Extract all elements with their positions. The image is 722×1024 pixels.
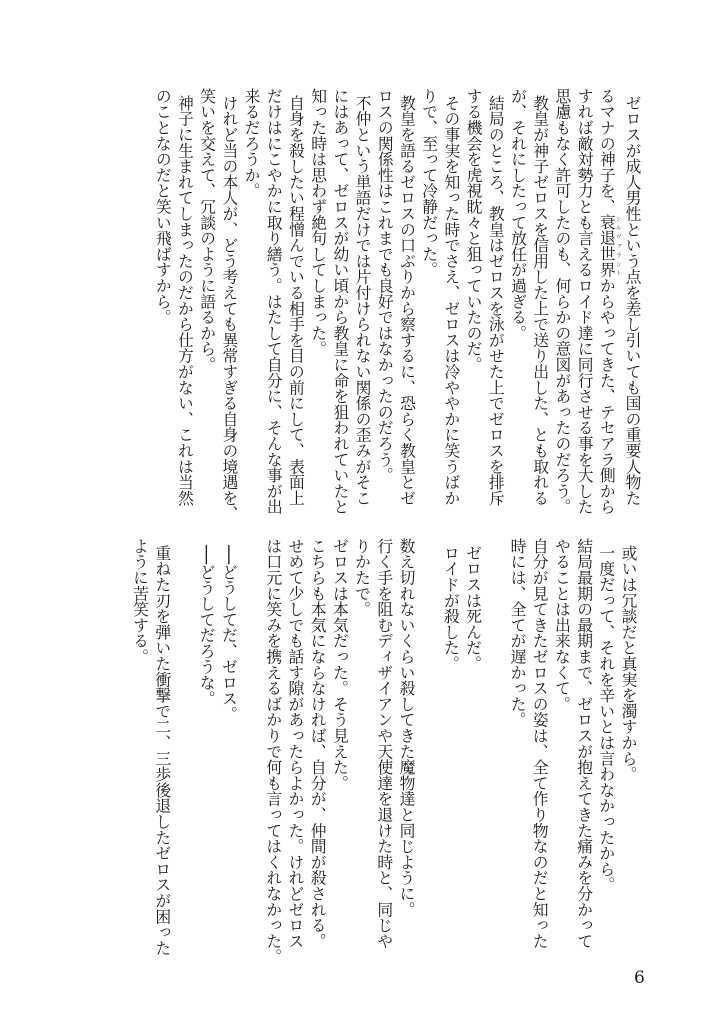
text-line [528,88,550,518]
blank-line [239,538,261,968]
text-line [128,538,150,968]
blank-line [173,538,195,968]
text-line [573,88,595,518]
line-text: ゼロスは本気だった。そう見えた。 [330,538,350,791]
line-text: のことなのだと笑い飛ばすから。 [153,88,173,325]
blank-line [417,538,439,968]
line-text: 神子に生まれてしまったのだから仕方がない、これは当然 [175,95,195,506]
text-line [328,538,350,968]
blank-line [484,538,506,968]
line-text: ロイドが殺した。 [441,545,461,672]
line-text: 思慮もなく許可したのも、何らかの意図があったのだろう。 [552,88,572,515]
line-text: りかたで。 [352,538,372,617]
text-line [395,538,417,968]
line-text: 自身を殺したい程憎んでいる相手を目の前にして、表面上 [286,95,306,506]
line-text: 行く手を阻むディザイアンや天使達を退けた時と、同じや [374,538,394,949]
line-text: その事実を知った時でさえ、ゼロスは冷ややかに笑うばか [441,95,461,506]
line-text: ロスの関係性はこれまでも良好ではなかったのだろう。 [375,88,395,483]
text-line [350,538,372,968]
text-line [351,88,373,518]
line-text: ゼロスは死んだ。 [463,545,483,672]
text-line [151,538,173,968]
line-text: すれば敵対勢力とも言えるロイド達に同行させる事を大した [575,88,595,515]
text-line [595,88,621,518]
text-line [306,88,328,518]
text-line [306,538,328,968]
line-text: が、それにしたって放任が過ぎる。 [508,88,528,341]
text-line [462,88,484,518]
text-line [572,538,594,968]
line-text: は口元に笑みを携えるばかりで何も言ってはくれなかった。 [263,538,283,965]
text-line [284,538,306,968]
line-text: 結局最期の最期まで、ゼロスが抱えてきた痛みを分かって [574,538,594,949]
line-text: 来るだろうか。 [242,88,262,199]
text-line [617,538,639,968]
line-text: るマナの神子を、 [597,88,617,215]
text-line [284,88,306,518]
page-number: 6 [634,968,645,988]
text-line [217,538,239,968]
line-text-after: からやってきた、テセアラ側から [597,277,617,515]
text-line [484,88,506,518]
line-text: だけはにこやかに取り繕う。はたして自分に、そんな事が出 [264,88,284,515]
line-text: ──どうしてだ、ゼロス。 [219,545,239,723]
line-text: 時には、全てが遅かった。 [507,538,527,728]
line-text: りで、至って冷静だった。 [419,88,439,278]
line-text: 自分が見てきたゼロスの姿は、全て作り物なのだと知った [530,538,550,949]
text-line [551,88,573,518]
text-line [262,538,284,968]
text-line [595,538,617,968]
line-text: する機会を虎視眈々と狙っていたのだ。 [464,88,484,373]
text-line [528,538,550,968]
line-text: 数え切れないくらい殺してきた魔物達と同じように。 [396,538,416,918]
line-text: 重ねた刃を弾いた衝撃で二、三歩後退したゼロスが困った [152,545,172,956]
ruby-base: 衰退世界 [597,214,617,278]
line-text: やることは出来なくて。 [552,538,572,712]
line-text: ゼロスが成人男性という点を差し引いても国の重要人物た [623,95,642,506]
line-text: ──どうしてだろうな。 [197,545,217,707]
line-text: 結局のところ、教皇はゼロスを泳がせた上でゼロスを排斥 [486,95,506,506]
text-line [373,88,395,518]
text-line [195,538,217,968]
line-text: 教皇を語るゼロスの口ぶりから察するに、恐らく教皇とゼ [397,95,417,506]
text-line [240,88,262,518]
line-text: 或いは冗談だと真実を濁すから。 [619,545,638,783]
line-text: こちらも本気にならなければ、自分が、仲間が殺される。 [308,538,328,949]
text-line [373,538,395,968]
text-line [195,88,217,518]
line-text: せめて少しでも話す隙があったらよかった。けれどゼロス [285,538,305,949]
text-line [218,88,240,522]
line-text: 笑いを交えて、冗談のように語るから。 [197,88,217,373]
text-line [440,88,462,518]
text-line [506,88,528,518]
text-line [621,88,643,518]
text-line [173,88,195,518]
line-text: 不仲という単語だけでは片付けられない関係の歪みがそこ [353,95,373,506]
ruby-text: シルヴァラント [614,214,622,278]
line-text: けれど当の本人が、どう考えても異常すぎる自身の境遇を、 [219,95,239,522]
line-text: 教皇が神子ゼロスを信用した上で送り出した、とも取れる [530,95,550,506]
text-line [395,88,417,518]
line-text: 知った時は思わず絶句してしまった。 [308,88,328,357]
text-block-bottom [128,538,639,968]
line-text: ように苦笑する。 [130,538,150,665]
text-line [506,538,528,968]
line-text: にはあって、ゼロスが幼い頃から教皇に命を狙われていたと [330,88,350,515]
text-line [151,88,173,518]
text-line [329,88,351,518]
text-line [417,88,439,518]
ruby-annotation [597,214,622,278]
text-line [550,538,572,968]
line-text: 一度だって、それを辛いとは言わなかったから。 [596,545,616,893]
text-line [461,538,483,968]
text-line [262,88,284,518]
text-block-top [153,88,643,522]
text-line [439,538,461,968]
